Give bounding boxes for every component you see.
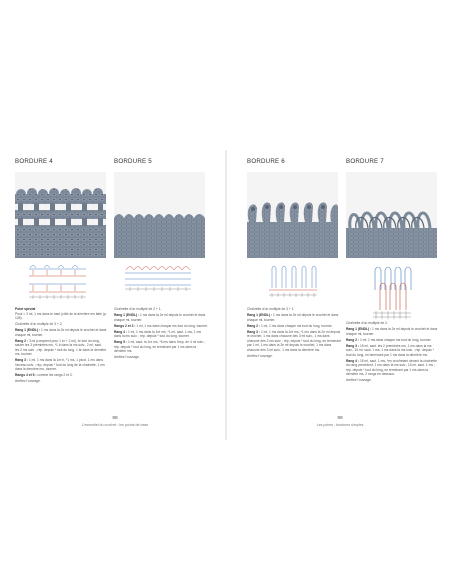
spine-gutter: [225, 150, 227, 440]
b7-finish: Arrêtez l'ouvrage.: [346, 378, 372, 382]
b5-r4-text: 1 ml, 1 ms dans la 1re ms, *1 ml, saut. 1 ms, 1 ms dans la ms suiv. ; rép. depuis * tout du long, tourner.: [114, 329, 202, 338]
b6-r2-label: Rang 2 :: [247, 323, 261, 328]
bordure-4-title: BORDURE 4: [15, 158, 53, 165]
left-page-number: 98: [112, 416, 118, 421]
bordure-6-photo: [247, 172, 338, 258]
right-running-footer: Les points : bordures simples: [316, 423, 364, 427]
b5-finish: Arrêtez l'ouvrage.: [114, 355, 140, 359]
point-special-label: Point spécial: [15, 307, 36, 311]
b7-r3-text: 15 ml, saut. les 2 premières ms, 1 ms dans la ms suiv., 15 ml, saut. 1 ms, 1 ms dans la ms suiv. ; rép. depuis * tout du long, en terminant par 1 ms dans la dernière ms.: [346, 343, 435, 357]
b5-r1-label: Rang 1 (ENDL) :: [114, 313, 140, 317]
b7-r4-label: Rang 4 :: [346, 358, 360, 363]
b4-r45-label: Rangs 4 et 5 :: [15, 373, 37, 377]
bordure-6-instructions: [247, 307, 341, 360]
right-page-number: 99: [337, 416, 343, 421]
bordure-7-chart: [372, 262, 412, 320]
b6-r3-label: Rang 3 :: [247, 329, 261, 334]
bordure-7-photo: [346, 172, 437, 258]
left-running-footer: L'essentiel du crochet : les points de base: [81, 423, 149, 427]
b4-r1-label: Rang 1 (ENDL) :: [15, 328, 41, 332]
b6-multiple: Chaînette d'un multiple de 3 + 1.: [247, 307, 295, 311]
b4-r3-label: Rang 3 :: [15, 358, 29, 362]
b5-r1-text: 1 ms dans la 2e ml depuis le crochet et dans chaque ml, tourner.: [114, 313, 206, 322]
b7-r2-label: Rang 2 :: [346, 337, 360, 342]
b7-r1-label: Rang 1 (ENDL) :: [346, 327, 372, 331]
b5-r5-text: 1 ml, saut. la 1re ms, *6 ms dans l'esp. de 4 ml suiv. ; rép. depuis * tout du long, en terminant par 1 ms dans la dernière ms.: [114, 340, 206, 353]
b7-r2-text: 1 ml, 1 ms dans chaque ms tout du long, tourner.: [359, 337, 432, 342]
bordure-5-title: BORDURE 5: [114, 158, 152, 165]
bordure-5-instructions: [114, 307, 208, 361]
b5-r4-label: Rang 4 :: [114, 329, 128, 334]
b6-r1-text: 1 ms dans la 2e ml depuis le crochet et dans chaque ml, tourner.: [247, 313, 339, 322]
b7-r1-text: 1 ms dans la 2e ml depuis le crochet et dans chaque ml, tourner.: [346, 327, 438, 336]
bordure-4-instructions: [15, 307, 107, 385]
b4-finish: Arrêtez l'ouvrage.: [15, 379, 41, 383]
b7-multiple: Chaînette d'un multiple de 2.: [346, 321, 388, 325]
point-special-text: Picot = 3 ml, 1 ms dans le haut (côté de la dernière ms faite (p. 128).: [15, 311, 107, 320]
bordure-6-chart: [268, 262, 318, 300]
b6-r1-label: Rang 1 (ENDL) :: [247, 313, 273, 317]
bordure-4-chart: [28, 262, 88, 300]
b4-r2-text: 3 ml (comptent pour 1 br + 2 ml), br tout du long, sauter les 3 premières ms, *1 b dans la ms suiv., 2 ml, saut. les 2 ms suiv. ; rép. depuis * tout du long, 1 br dans la dernière ms, tourner.: [15, 338, 107, 356]
bordure-5-photo: [114, 172, 205, 258]
bordure-7-title: BORDURE 7: [346, 158, 384, 165]
b6-r2-text: 1 ml, 1 ms dans chaque ms tout du long, tourner.: [260, 323, 333, 328]
b5-r23-text: 1 ml, 1 ms dans chaque ms tout du long, tourner.: [136, 323, 208, 328]
b6-finish: Arrêtez l'ouvrage.: [247, 353, 273, 358]
bordure-5-chart: [124, 262, 192, 292]
b7-r4-text: 15 ml, saut. 1 ms, *en crochetant devant la chaînette du rang précédent, 1 ms dans la ms suiv., 15 ml, saut. 1 ms ; rép. depuis * tout du long, en terminant par 1 ms dans la dernière ms, 2 rangs en dessous.: [346, 358, 437, 376]
b5-r23-label: Rangs 2 et 3 :: [114, 323, 136, 328]
b4-r45-text: comme les rangs 2 et 3.: [37, 373, 73, 377]
b4-r1-text: 1 ms dans la 2e ml depuis le crochet et dans chaque ml, tourner.: [15, 328, 107, 337]
b7-r3-label: Rang 3 :: [346, 343, 360, 348]
bordure-6-title: BORDURE 6: [247, 158, 285, 165]
b4-r3-text: 1 ml, 1 ms dans la 1re b, *1 ms, 1 picot, 1 ms dans l'arceau suiv. ; rép. depuis * tout du long de la chaînette, 1 ms dans la dernière ms, tourner.: [15, 358, 105, 371]
b4-multiple: Chaînette d'un multiple de 3 + 2.: [15, 322, 63, 326]
bordure-7-instructions: [346, 321, 438, 384]
b5-multiple: Chaînette d'un multiple de 2 + 1.: [114, 307, 162, 311]
b6-r3-text: 1 ml, 1 ms dans la 1re ms, *1 ms dans la 2e ml depuis le crochet, 1 ms dans chacune des 3 ml suiv., 1 ms dans chacune des 2 ms suiv. ; rép. depuis * tout du long, en terminant par 1 ml, 1 ms dans la 2e ml depuis le crochet, 1 ms dans chacune des 3 ml suiv., 1 ms dans la dernière ms.: [247, 329, 341, 352]
bordure-4-photo: [15, 172, 106, 258]
b4-r2-label: Rang 2 :: [15, 338, 29, 343]
b5-r5-label: Rang 5 :: [114, 340, 128, 344]
